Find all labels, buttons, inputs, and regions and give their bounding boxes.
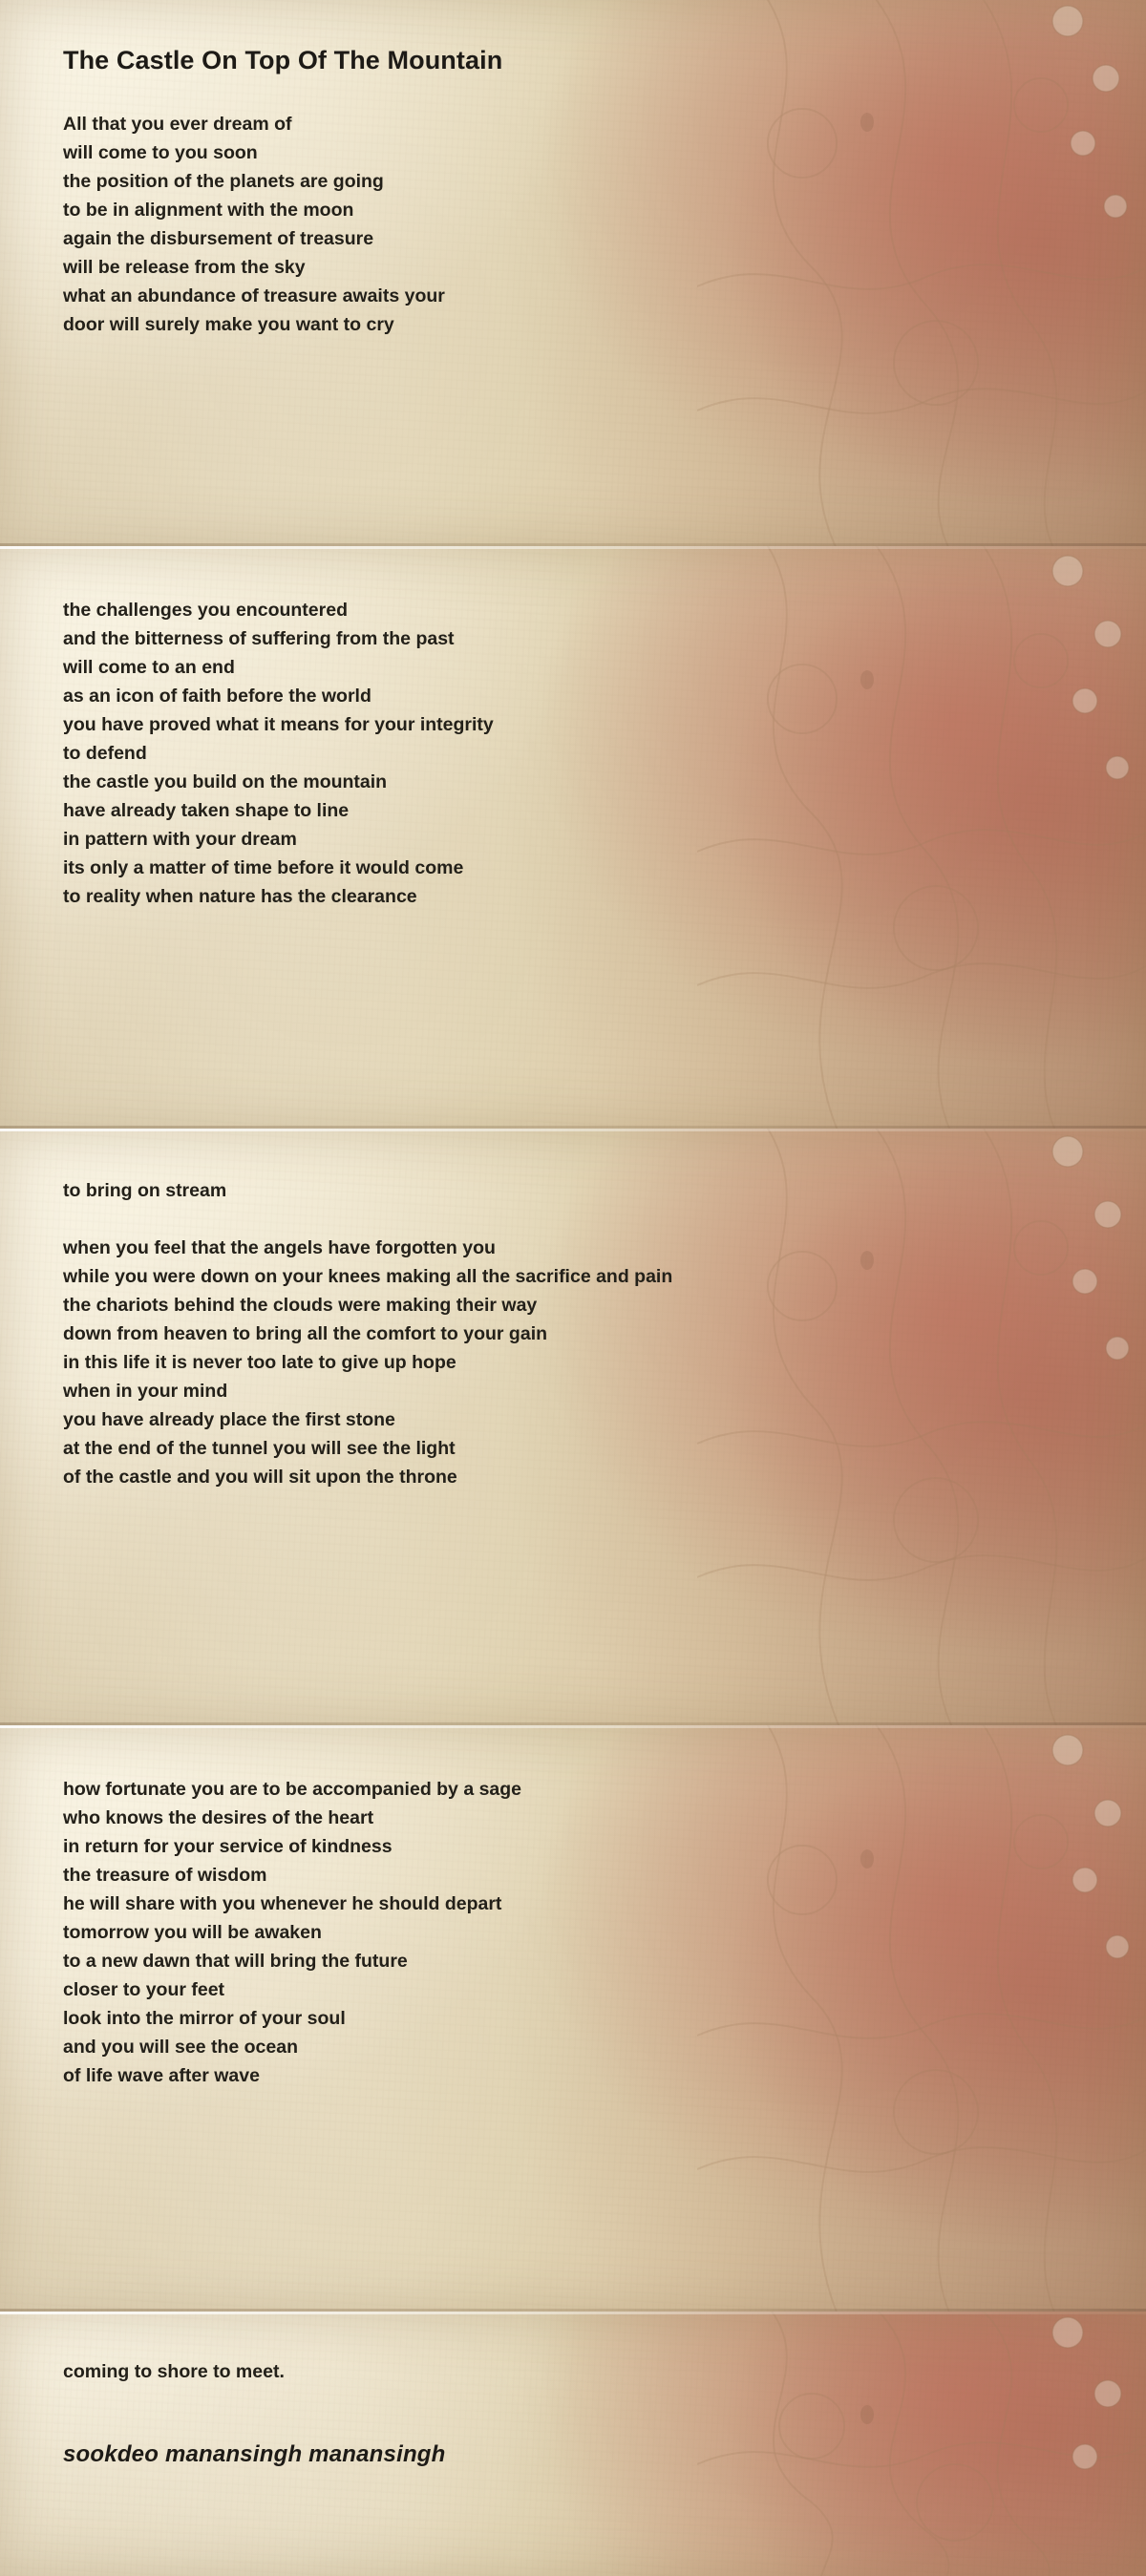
- stanza-5: [63, 2357, 1146, 2386]
- poem-line: to defend: [63, 743, 147, 764]
- poem-line: the challenges you encountered: [63, 600, 348, 621]
- poem-line: and the bitterness of suffering from the past: [63, 628, 455, 649]
- poem-line: while you were down on your knees making all the sacrifice and pain: [63, 1266, 673, 1287]
- poem-line: to a new dawn that will bring the future: [63, 1951, 408, 1972]
- poem-line: as an icon of faith before the world: [63, 686, 371, 707]
- poem-line: All that you ever dream of: [63, 114, 292, 135]
- page-title: The Castle On Top Of The Mountain: [63, 46, 503, 74]
- stanza-3: [63, 1176, 1146, 1491]
- poem-line: its only a matter of time before it would come: [63, 857, 464, 878]
- poem-line: at the end of the tunnel you will see the light: [63, 1438, 456, 1459]
- poem-line: you have proved what it means for your integrity: [63, 714, 494, 735]
- poem-panel-2: [0, 546, 1146, 1129]
- poem-line: to be in alignment with the moon: [63, 200, 354, 221]
- poem-line: to bring on stream: [63, 1180, 227, 1201]
- poem-line: you have already place the first stone: [63, 1409, 395, 1430]
- poem-line: in this life it is never too late to give up hope: [63, 1352, 456, 1373]
- stanza-1: [63, 110, 1146, 339]
- poem-line: in return for your service of kindness: [63, 1836, 393, 1857]
- poem-line: tomorrow you will be awaken: [63, 1922, 322, 1943]
- poem-line: who knows the desires of the heart: [63, 1807, 374, 1828]
- poem-line: when you feel that the angels have forgotten you: [63, 1237, 496, 1258]
- poem-line: the castle you build on the mountain: [63, 771, 388, 792]
- poem-line: what an abundance of treasure awaits your: [63, 285, 445, 306]
- poem-line: of the castle and you will sit upon the throne: [63, 1467, 457, 1488]
- poem-line: in pattern with your dream: [63, 829, 297, 850]
- poem-panel-5: [0, 2312, 1146, 2576]
- poem-line: coming to shore to meet.: [63, 2361, 285, 2382]
- poem-line: the chariots behind the clouds were making their way: [63, 1295, 538, 1316]
- poem-line: down from heaven to bring all the comfort to your gain: [63, 1323, 548, 1344]
- poem-line: closer to your feet: [63, 1979, 225, 2000]
- poem-line: the position of the planets are going: [63, 171, 384, 192]
- stanza-4: [63, 1775, 1146, 2090]
- poem-panel-3: [0, 1129, 1146, 1725]
- poem-line: will come to you soon: [63, 142, 258, 163]
- stanza-2: [63, 596, 1146, 911]
- poem-line: of life wave after wave: [63, 2065, 260, 2086]
- poem-line-blank: [63, 1205, 1146, 1234]
- poem-line: and you will see the ocean: [63, 2037, 298, 2058]
- poem-panel-1: [0, 0, 1146, 546]
- poem-line: he will share with you whenever he should depart: [63, 1893, 502, 1914]
- poem-line: to reality when nature has the clearance: [63, 886, 417, 907]
- poem-line: door will surely make you want to cry: [63, 314, 394, 335]
- poem-line: will be release from the sky: [63, 257, 306, 278]
- poem-line: will come to an end: [63, 657, 235, 678]
- poem-line: again the disbursement of treasure: [63, 228, 374, 249]
- poem-line: look into the mirror of your soul: [63, 2008, 346, 2029]
- poem-line: the treasure of wisdom: [63, 1865, 267, 1886]
- poem-panel-4: [0, 1725, 1146, 2312]
- poem-line: have already taken shape to line: [63, 800, 350, 821]
- poem-author: sookdeo manansingh manansingh: [63, 2441, 446, 2467]
- poem-line: how fortunate you are to be accompanied by a sage: [63, 1779, 522, 1800]
- poem-line: when in your mind: [63, 1381, 228, 1402]
